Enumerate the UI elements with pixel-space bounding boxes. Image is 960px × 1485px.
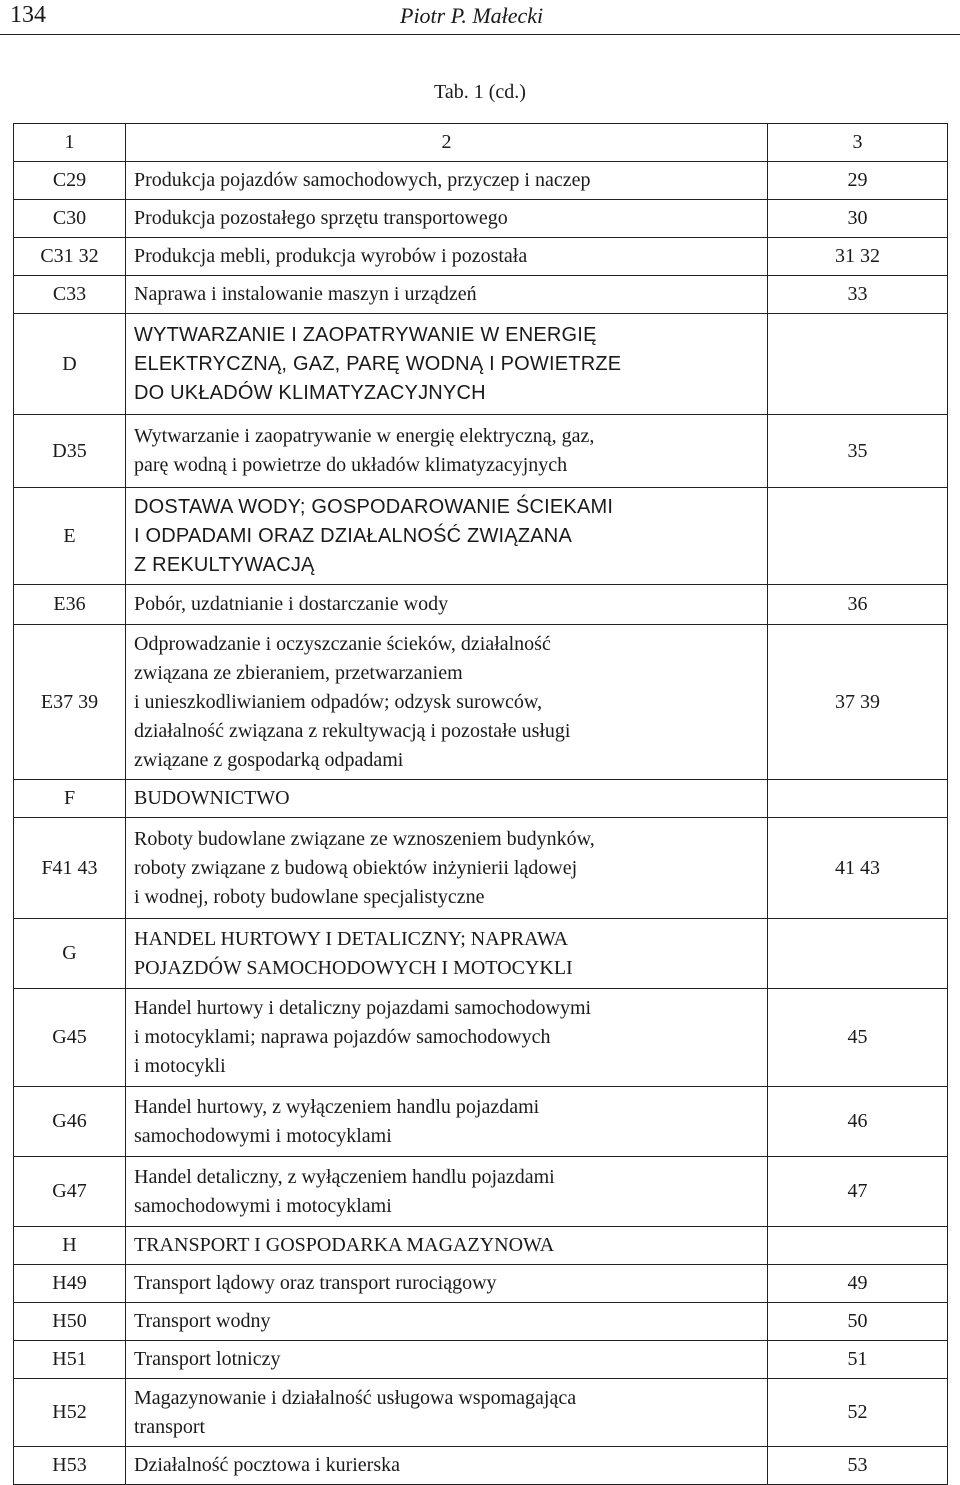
table-row	[14, 989, 948, 1087]
table-row-section	[14, 1227, 948, 1265]
row-description: Produkcja pojazdów samochodowych, przyczep i naczep	[126, 162, 768, 200]
row-code: H53	[14, 1447, 126, 1485]
row-description: Działalność pocztowa i kurierska	[126, 1447, 768, 1485]
col-header-2: 2	[126, 124, 768, 162]
row-number: 53	[768, 1447, 948, 1485]
row-description: TRANSPORT I GOSPODARKA MAGAZYNOWA	[126, 1227, 768, 1265]
table-row	[14, 162, 948, 200]
col-header-1: 1	[14, 124, 126, 162]
row-number: 52	[768, 1379, 948, 1447]
table-row	[14, 1303, 948, 1341]
table-row	[14, 1265, 948, 1303]
row-description-text: Odprowadzanie i oczyszczanie ścieków, działalność związana ze zbieraniem, przetwarzaniem i unieszkodliwianiem odpadów; odzysk surowców, działalność związana z rekultywacją i pozostałe usługi związane z gospodarką odpadami	[134, 632, 571, 771]
row-description: Transport lotniczy	[126, 1341, 768, 1379]
row-description: Produkcja mebli, produkcja wyrobów i pozostała	[126, 238, 768, 276]
table-row	[14, 585, 948, 625]
table-header-row	[14, 124, 948, 162]
header-rule	[0, 34, 960, 35]
row-code: E	[14, 488, 126, 585]
row-number	[768, 1227, 948, 1265]
row-number: 51	[768, 1341, 948, 1379]
row-number: 37 39	[768, 625, 948, 780]
row-description	[126, 1157, 768, 1227]
row-code: G46	[14, 1087, 126, 1157]
row-code: H52	[14, 1379, 126, 1447]
row-number: 41 43	[768, 818, 948, 919]
row-number	[768, 314, 948, 415]
row-number	[768, 780, 948, 818]
row-description	[126, 818, 768, 919]
row-code: H51	[14, 1341, 126, 1379]
row-description	[126, 1087, 768, 1157]
table-row	[14, 818, 948, 919]
row-code: G45	[14, 989, 126, 1087]
table-row	[14, 1157, 948, 1227]
table-row	[14, 1379, 948, 1447]
row-description-text: Wytwarzanie i zaopatrywanie w energię elektryczną, gaz, parę wodną i powietrze do układów klimatyzacyjnych	[134, 425, 595, 476]
row-code: E36	[14, 585, 126, 625]
row-code: C30	[14, 200, 126, 238]
row-description	[126, 989, 768, 1087]
row-description-text: Roboty budowlane związane ze wznoszeniem budynków, roboty związane z budową obiektów inżynierii lądowej i wodnej, roboty budowlane specjalistyczne	[134, 827, 595, 908]
table-row-section	[14, 314, 948, 415]
row-code: C29	[14, 162, 126, 200]
row-description: Transport wodny	[126, 1303, 768, 1341]
row-code: G47	[14, 1157, 126, 1227]
row-description-text: Handel detaliczny, z wyłączeniem handlu pojazdami samochodowymi i motocyklami	[134, 1165, 555, 1217]
section-title: HANDEL HURTOWY I DETALICZNY; NAPRAWA POJAZDÓW SAMOCHODOWYCH I MOTOCYKLI	[134, 927, 573, 979]
row-code: H	[14, 1227, 126, 1265]
table-row-section	[14, 488, 948, 585]
row-code: C31 32	[14, 238, 126, 276]
running-author: Piotr P. Małecki	[400, 3, 544, 28]
classification-table	[13, 123, 948, 1485]
table-row	[14, 1447, 948, 1485]
row-description	[126, 314, 768, 415]
row-number: 36	[768, 585, 948, 625]
row-number: 45	[768, 989, 948, 1087]
row-code: E37 39	[14, 625, 126, 780]
table-row	[14, 1341, 948, 1379]
row-number: 30	[768, 200, 948, 238]
row-code: D35	[14, 415, 126, 488]
row-number: 49	[768, 1265, 948, 1303]
row-number: 47	[768, 1157, 948, 1227]
row-code: G	[14, 919, 126, 989]
row-description: Naprawa i instalowanie maszyn i urządzeń	[126, 276, 768, 314]
page-number: 134	[10, 2, 46, 28]
table-row	[14, 276, 948, 314]
section-title: DOSTAWA WODY; GOSPODAROWANIE ŚCIEKAMI I ODPADAMI ORAZ DZIAŁALNOŚĆ ZWIĄZANA Z REKULTYWACJĄ	[134, 495, 614, 576]
row-number: 29	[768, 162, 948, 200]
table-row	[14, 200, 948, 238]
row-description-text: Handel hurtowy, z wyłączeniem handlu pojazdami samochodowymi i motocyklami	[134, 1095, 540, 1147]
row-number: 50	[768, 1303, 948, 1341]
row-code: F41 43	[14, 818, 126, 919]
table-caption-text: Tab. 1 (cd.)	[434, 81, 526, 103]
table-row	[14, 625, 948, 780]
table-row-section	[14, 780, 948, 818]
row-description: Pobór, uzdatnianie i dostarczanie wody	[126, 585, 768, 625]
row-number: 35	[768, 415, 948, 488]
row-description: Produkcja pozostałego sprzętu transportowego	[126, 200, 768, 238]
table-row	[14, 1087, 948, 1157]
row-code: F	[14, 780, 126, 818]
col-header-3: 3	[768, 124, 948, 162]
section-title: WYTWARZANIE I ZAOPATRYWANIE W ENERGIĘ ELEKTRYCZNĄ, GAZ, PARĘ WODNĄ I POWIETRZE DO UKŁADÓW KLIMATYZACYJNYCH	[134, 323, 622, 404]
row-number: 31 32	[768, 238, 948, 276]
row-code: H50	[14, 1303, 126, 1341]
row-number	[768, 488, 948, 585]
row-description-text: Magazynowanie i działalność usługowa wspomagająca transport	[134, 1386, 577, 1438]
row-description: BUDOWNICTWO	[126, 780, 768, 818]
row-description	[126, 919, 768, 989]
row-description-text: Handel hurtowy i detaliczny pojazdami samochodowymi i motocyklami; naprawa pojazdów samochodowych i motocykli	[134, 997, 592, 1077]
table-row	[14, 415, 948, 488]
row-description	[126, 488, 768, 585]
row-description: Transport lądowy oraz transport rurociągowy	[126, 1265, 768, 1303]
row-description	[126, 1379, 768, 1447]
row-number: 33	[768, 276, 948, 314]
table-row	[14, 238, 948, 276]
row-description	[126, 625, 768, 780]
table-row-section	[14, 919, 948, 989]
running-header	[0, 0, 960, 34]
row-code: D	[14, 314, 126, 415]
row-code: C33	[14, 276, 126, 314]
row-description	[126, 415, 768, 488]
row-code: H49	[14, 1265, 126, 1303]
row-number: 46	[768, 1087, 948, 1157]
row-number	[768, 919, 948, 989]
table-caption	[0, 80, 960, 104]
